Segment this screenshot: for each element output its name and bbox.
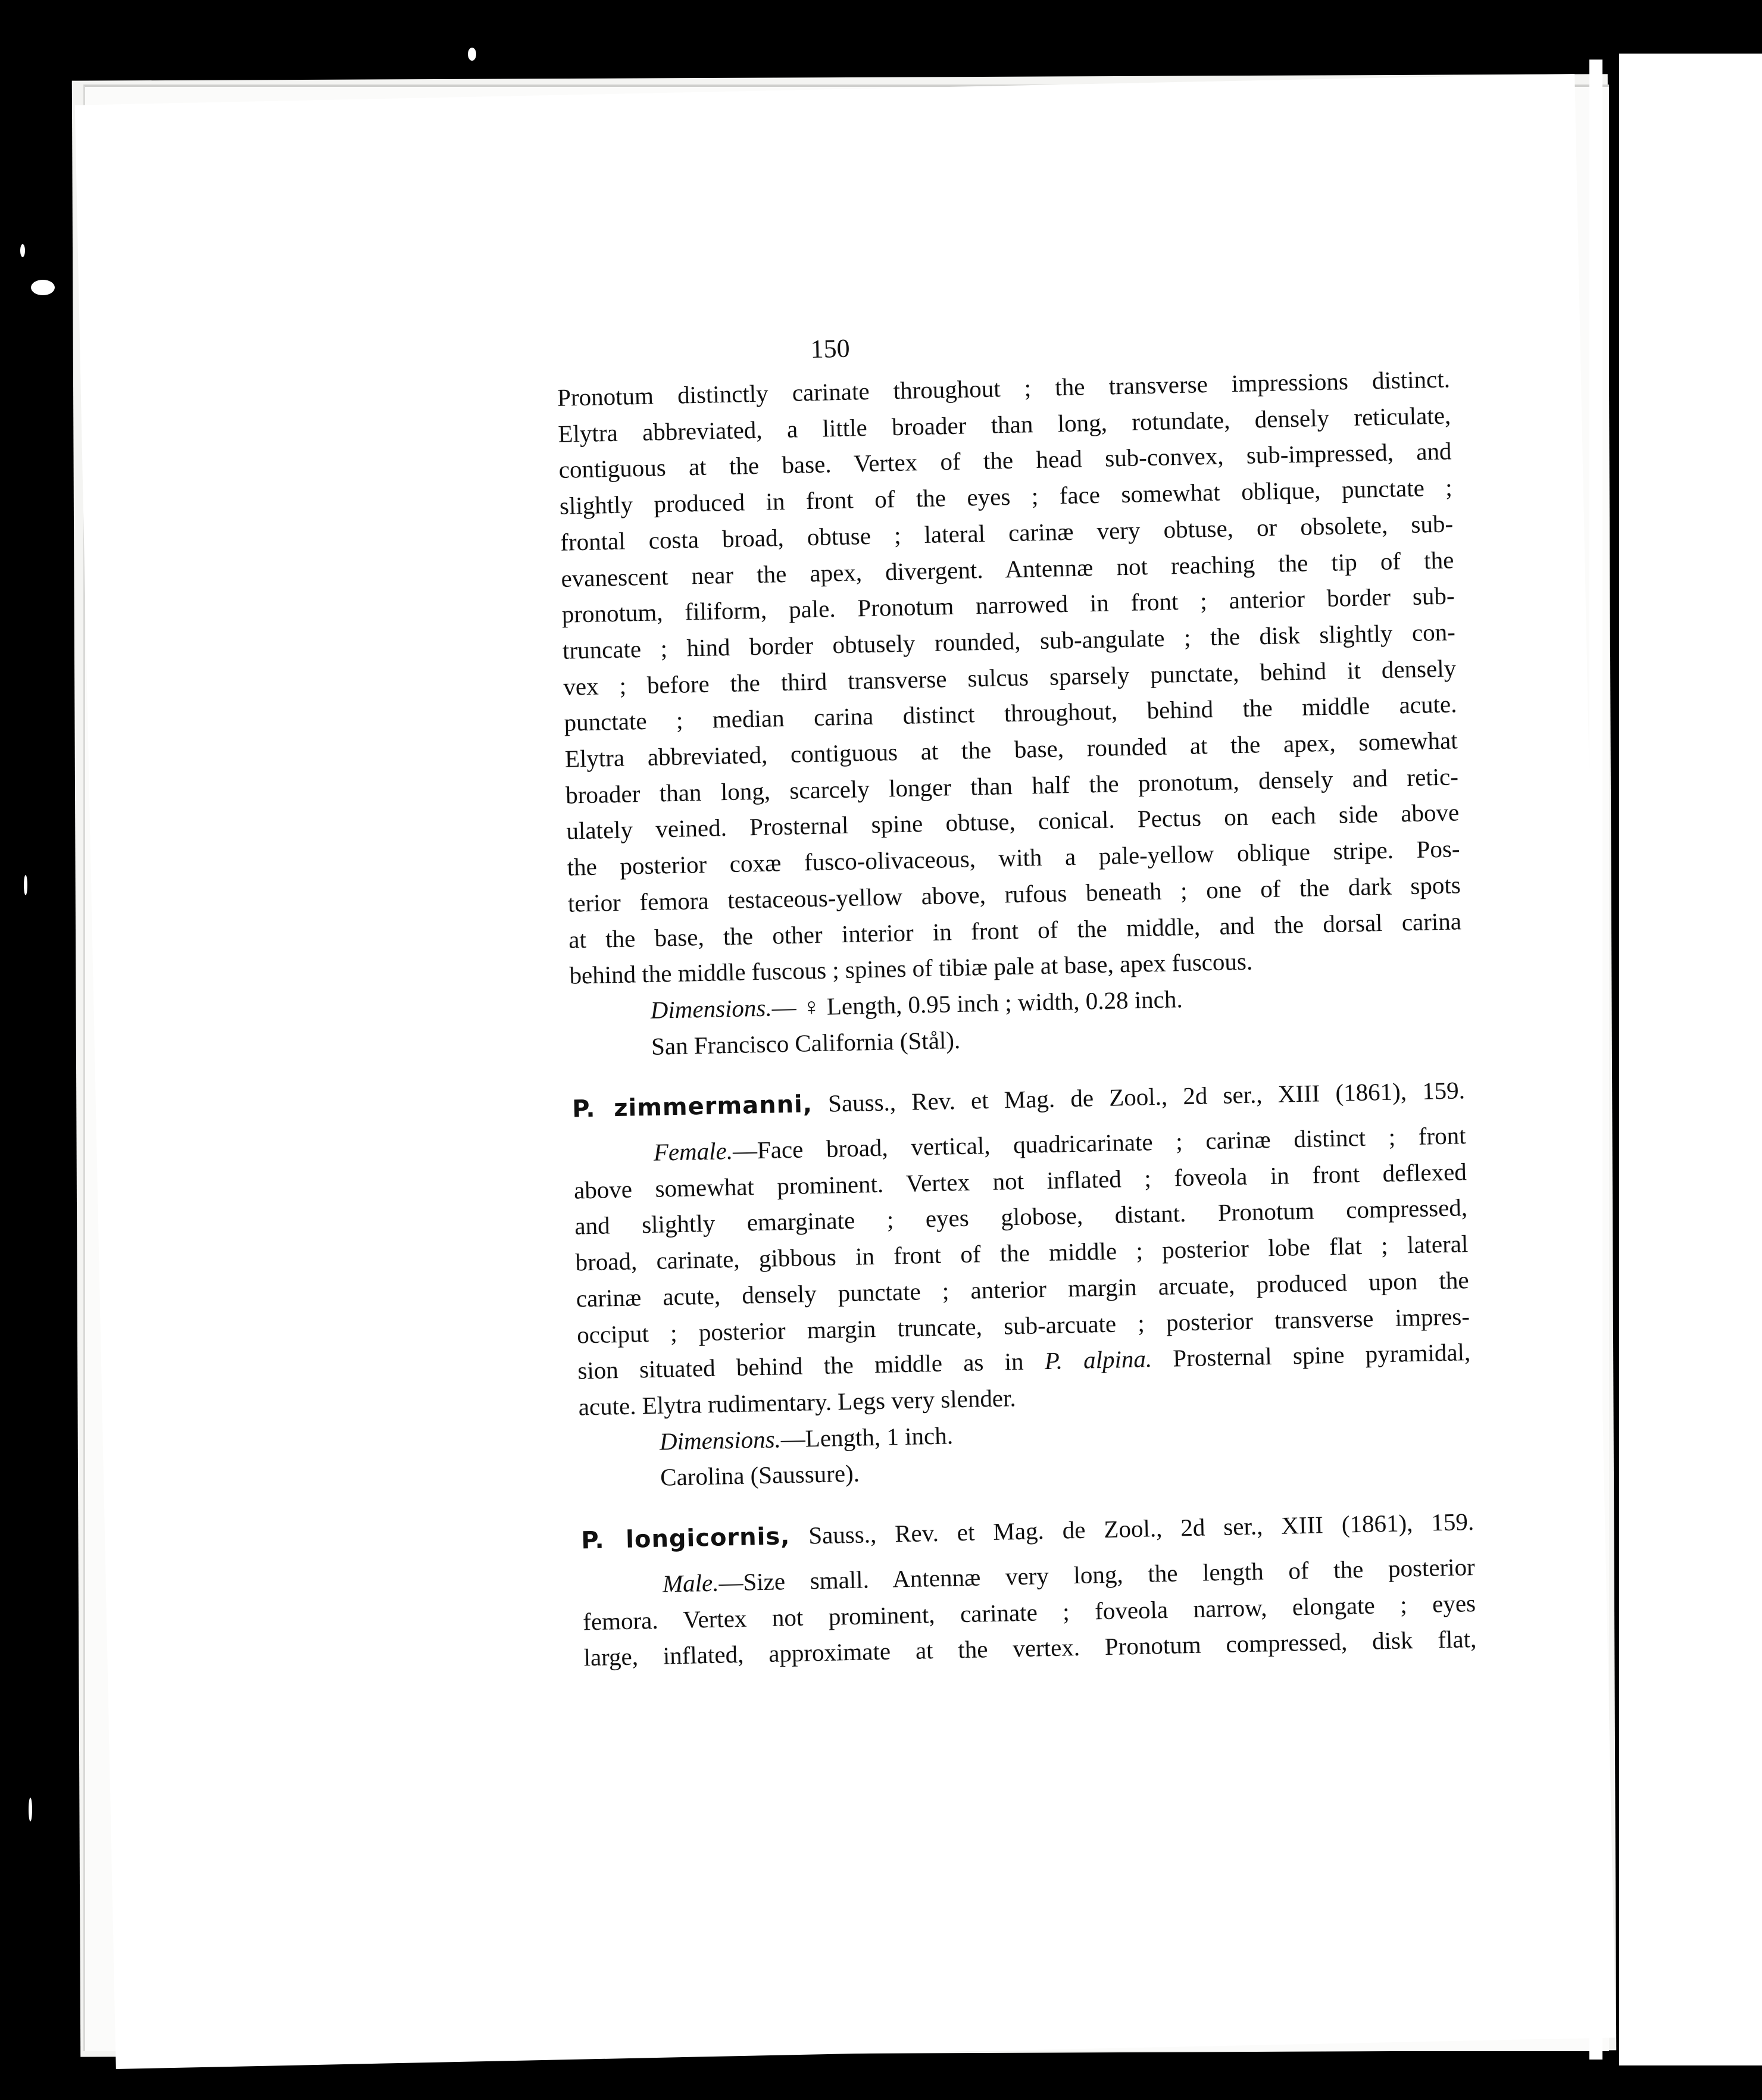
species-description (582, 1549, 1476, 1676)
scan-speck (31, 280, 55, 295)
species-citation: Sauss., Rev. et Mag. de Zool., 2d ser., XIII (1861), 159. (827, 1076, 1466, 1117)
page-body (557, 361, 1477, 1676)
text-run: sion situated behind the middle as in (577, 1348, 1024, 1385)
text-line: Pronotum distinctly carinate throughout ; the transverse impressions distinct. (557, 365, 1451, 411)
text-line: truncate ; hind border obtusely rounded, sub-angulate ; the disk slightly con- (562, 618, 1456, 664)
text-line: pronotum, filiform, pale. Pronotum narrowed in front ; anterior border sub- (561, 582, 1455, 629)
species-description (573, 1117, 1472, 1425)
text-line: above somewhat prominent. Vertex not inflated ; foveola in front deflexed (573, 1157, 1467, 1204)
species-name: P. zimmermanni, (571, 1090, 813, 1123)
document-page (75, 74, 1616, 2069)
text-line: femora. Vertex not prominent, carinate ; foveola narrow, elongate ; eyes (582, 1589, 1476, 1635)
text-line: vex ; before the third transverse sulcus sparsely punctate, behind it densely (563, 654, 1457, 701)
scan-speck (24, 875, 27, 895)
scan-speck (468, 48, 476, 61)
text-run: —Size small. Antennæ very long, the length of the posterior (718, 1552, 1476, 1596)
text-line: slightly produced in front of the eyes ; face somewhat oblique, punctate ; (559, 473, 1453, 520)
dimensions-label: Dimensions. (659, 1425, 782, 1455)
text-run: Prosternal spine pyramidal, (1172, 1338, 1471, 1372)
page-number: 150 (810, 333, 851, 364)
text-line: behind the middle fuscous ; spines of tibiæ pale at base, apex fuscous. (569, 947, 1253, 989)
locality-line: San Francisco California (Stål). (651, 1026, 961, 1060)
facing-page-edge (1619, 54, 1762, 2065)
sex-label: Male. (662, 1568, 719, 1598)
text-line: terior femora testaceous-yellow above, rufous beneath ; one of the dark spots (567, 871, 1461, 917)
text-line: Elytra abbreviated, contiguous at the base, rounded at the apex, somewhat (564, 726, 1458, 773)
text-run: —Face broad, vertical, quadricarinate ; carinæ distinct ; front (732, 1121, 1466, 1165)
text-line: punctate ; median carina distinct throughout, behind the middle acute. (564, 690, 1457, 737)
species-name: P. longicornis, (580, 1523, 791, 1555)
text-line: ulately veined. Prosternal spine obtuse, conical. Pectus on each side above (566, 798, 1460, 845)
description-paragraph (557, 361, 1463, 993)
text-line: contiguous at the base. Vertex of the head sub-convex, sub-impressed, and (558, 437, 1452, 484)
scan-speck (29, 1798, 32, 1821)
text-line: the posterior coxæ fusco-olivaceous, with a pale-yellow oblique stripe. Pos- (567, 835, 1460, 881)
text-line: large, inflated, approximate at the vertex. Pronotum compressed, disk flat, (583, 1625, 1477, 1671)
text-line: and slightly emarginate ; eyes globose, distant. Pronotum compressed, (574, 1193, 1468, 1240)
species-reference: P. alpina. (1044, 1345, 1152, 1375)
text-line: frontal costa broad, obtuse ; lateral carinæ very obtuse, or obsolete, sub- (560, 510, 1454, 556)
text-line: broader than long, scarcely longer than half the pronotum, densely and retic- (565, 762, 1459, 809)
text-line: Elytra abbreviated, a little broader than long, rotundate, densely reticulate, (557, 401, 1451, 448)
species-citation: Sauss., Rev. et Mag. de Zool., 2d ser., XIII (1861), 159. (808, 1508, 1474, 1549)
dimensions-label: Dimensions. (650, 993, 773, 1024)
text-line: acute. Elytra rudimentary. Legs very slender. (578, 1384, 1017, 1421)
dimensions-value: —Length, 1 inch. (780, 1421, 954, 1453)
text-line: broad, carinate, gibbous in front of the middle ; posterior lobe flat ; lateral (575, 1230, 1469, 1276)
text-line: carinæ acute, densely punctate ; anterior margin arcuate, produced upon the (576, 1266, 1470, 1312)
locality-line: Carolina (Saussure). (660, 1460, 860, 1492)
dimensions-value: — ♀ Length, 0.95 inch ; width, 0.28 inch. (771, 985, 1183, 1021)
sex-label: Female. (653, 1137, 733, 1166)
text-line: occiput ; posterior margin truncate, sub-arcuate ; posterior transverse impres- (576, 1302, 1470, 1349)
text-line: evanescent near the apex, divergent. Antennæ not reaching the tip of the (561, 545, 1454, 592)
text-line: at the base, the other interior in front of the middle, and the dorsal carina (568, 907, 1462, 954)
scan-speck (20, 244, 25, 257)
